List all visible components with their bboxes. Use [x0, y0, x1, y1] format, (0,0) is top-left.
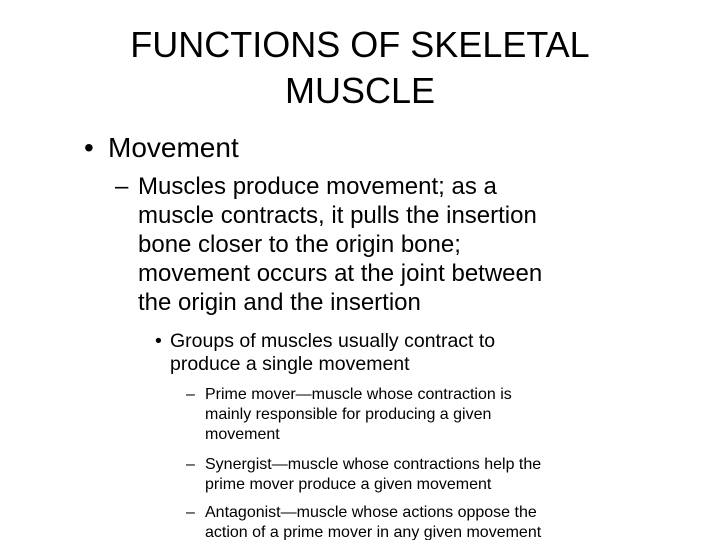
dash-item-line: Antagonist—muscle whose actions oppose the	[205, 504, 537, 521]
subbullet-line: muscle contracts, it pulls the insertion	[138, 202, 537, 229]
dash-bullet-icon: –	[115, 173, 129, 200]
dash-item-line: action of a prime mover in any given movement	[205, 524, 542, 540]
dash-bullet-icon: –	[186, 456, 195, 473]
bullet-line: produce a single movement	[170, 353, 410, 375]
slide-title	[60, 22, 660, 114]
subbullet-line: the origin and the insertion	[138, 289, 421, 316]
dash-item-line: mainly responsible for producing a given	[205, 406, 492, 423]
dash-item-line: movement	[205, 426, 280, 443]
dash-bullet-icon: –	[186, 504, 195, 521]
bullet-movement-text: Movement	[108, 132, 239, 163]
subbullet-line: movement occurs at the joint between	[138, 260, 543, 287]
dash-item-line: Prime mover—muscle whose contraction is	[205, 386, 512, 403]
bullet-dot-icon: •	[155, 330, 162, 352]
slide-title-line-2: MUSCLE	[284, 70, 436, 111]
subbullet-line: Muscles produce movement; as a	[138, 173, 497, 200]
bullet-line: Groups of muscles usually contract to	[170, 330, 496, 352]
slide-title-line-1: FUNCTIONS OF SKELETAL	[130, 24, 590, 65]
bullet-dot-icon: •	[84, 132, 94, 163]
dash-item-line: prime mover produce a given movement	[205, 476, 492, 493]
dash-item-line: Synergist—muscle whose contractions help the	[205, 456, 542, 473]
dash-bullet-icon: –	[186, 386, 195, 403]
subbullet-line: bone closer to the origin bone;	[138, 231, 461, 258]
